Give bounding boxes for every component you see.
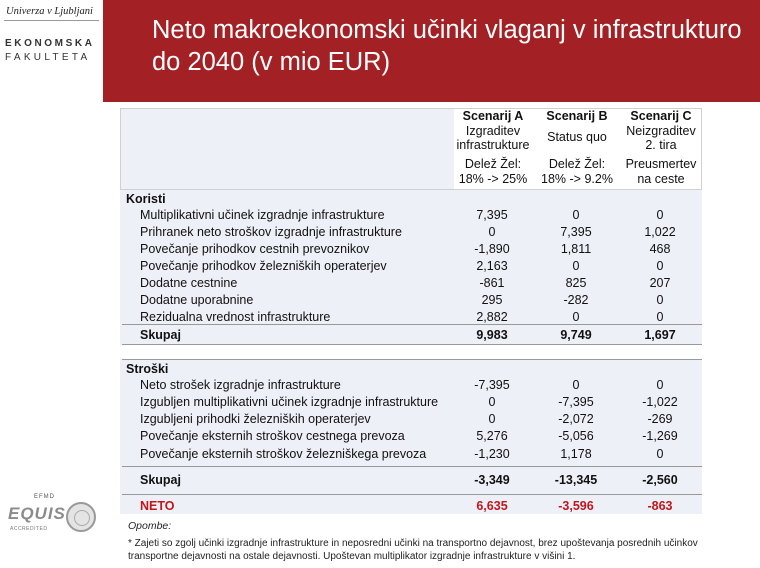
cost-value-b: -2,072 — [558, 412, 594, 426]
scenario-b-desc-1: Status quo — [547, 130, 607, 144]
costs-top-divider — [122, 359, 702, 360]
scenario-a-desc-2: infrastrukture — [456, 138, 530, 152]
university-name: Univerza v Ljubljani — [6, 6, 93, 17]
net-value-b: -3,596 — [558, 499, 594, 513]
cost-value-c: -1,022 — [642, 395, 678, 409]
cost-value-a: 0 — [488, 395, 496, 409]
cost-value-c: 0 — [656, 378, 664, 392]
benefits-title: Koristi — [126, 192, 166, 206]
benefits-total-b: 9,749 — [560, 328, 592, 342]
benefit-value-b: 7,395 — [560, 225, 592, 239]
logo-divider — [4, 20, 99, 21]
scenario-b-share-2: 18% -> 9.2% — [541, 172, 613, 186]
notes-label: Opombe: — [128, 520, 172, 532]
benefit-label: Dodatne uporabnine — [140, 293, 254, 307]
cost-label: Izgubljeni prihodki železniških operaterjev — [140, 412, 371, 426]
benefit-value-b: 0 — [572, 208, 580, 222]
costs-total-divider — [122, 466, 702, 467]
benefit-value-c: 468 — [649, 242, 671, 256]
costs-total-b: -13,345 — [554, 473, 598, 487]
cost-label: Povečanje eksternih stroškov železniškega prevoza — [140, 447, 427, 461]
cost-value-a: 5,276 — [476, 429, 508, 443]
cost-value-b: -7,395 — [558, 395, 594, 409]
benefits-total-a: 9,983 — [476, 328, 508, 342]
equis-label: EQUIS — [8, 504, 66, 523]
benefit-label: Dodatne cestnine — [140, 276, 238, 290]
benefit-value-c: 207 — [649, 276, 671, 290]
scenario-a-desc-1: Izgraditev — [465, 124, 521, 138]
benefit-value-b: 1,811 — [560, 242, 592, 256]
benefit-value-c: 0 — [656, 259, 664, 273]
costs-total-label: Skupaj — [140, 473, 181, 487]
benefit-value-c: 0 — [656, 293, 664, 307]
cost-value-b: 0 — [572, 378, 580, 392]
costs-total-c: -2,560 — [642, 473, 678, 487]
cost-label: Povečanje eksternih stroškov cestnega prevoza — [140, 429, 405, 443]
cost-label: Izgubljen multiplikativni učinek izgradnje infrastrukture — [140, 395, 439, 409]
scenario-b-share-1: Delež Žel: — [548, 157, 606, 171]
scenario-a-share-1: Delež Žel: — [464, 157, 522, 171]
scenario-a-name: Scenarij A — [462, 109, 524, 123]
costs-total-a: -3,349 — [474, 473, 510, 487]
scenario-c-desc-1: Neizgraditev — [626, 124, 696, 138]
net-value-a: 6,635 — [476, 499, 508, 513]
benefit-value-b: 0 — [572, 310, 580, 324]
benefit-value-a: 2,163 — [476, 259, 508, 273]
scenario-c-share-2: na ceste — [637, 172, 685, 186]
benefit-value-c: 0 — [656, 310, 664, 324]
benefit-value-b: -282 — [563, 293, 589, 307]
equis-accreditation-logo — [6, 494, 100, 540]
cost-value-a: -7,395 — [474, 378, 510, 392]
faculty-logo — [0, 0, 103, 102]
cost-label: Neto strošek izgradnje infrastrukture — [140, 378, 341, 392]
benefits-bottom-divider — [122, 344, 702, 345]
cost-value-b: 1,178 — [560, 447, 592, 461]
equis-accredited-label: ACCREDITED — [10, 526, 48, 532]
scenario-a-share-2: 18% -> 25% — [458, 172, 528, 186]
faculty-name-line1: EKONOMSKA — [5, 38, 95, 49]
cost-value-b: -5,056 — [558, 429, 594, 443]
faculty-name-line2: FAKULTETA — [5, 52, 91, 63]
benefit-value-c: 1,022 — [644, 225, 676, 239]
benefit-label: Prihranek neto stroškov izgradnje infrastrukture — [140, 225, 402, 239]
benefit-label: Multiplikativni učinek izgradnje infrastrukture — [140, 208, 385, 222]
cost-value-a: 0 — [488, 412, 496, 426]
benefit-value-a: -1,890 — [474, 242, 510, 256]
slide-title: Neto makroekonomski učinki vlaganj v infrastrukturo do 2040 (v mio EUR) — [152, 16, 742, 76]
net-divider — [122, 494, 702, 495]
benefits-total-c: 1,697 — [644, 328, 676, 342]
scenario-c-desc-2: 2. tira — [645, 138, 677, 152]
benefits-total-divider — [122, 324, 702, 325]
benefit-value-b: 825 — [565, 276, 587, 290]
benefit-label: Povečanje prihodkov železniških operaterjev — [140, 259, 387, 273]
scenario-c-share-1: Preusmertev — [625, 157, 697, 171]
cost-value-a: -1,230 — [474, 447, 510, 461]
costs-title: Stroški — [126, 362, 169, 376]
benefit-value-c: 0 — [656, 208, 664, 222]
benefit-value-a: 0 — [488, 225, 496, 239]
cost-value-c: -269 — [647, 412, 673, 426]
benefit-value-a: 2,882 — [476, 310, 508, 324]
scenario-b-name: Scenarij B — [546, 109, 608, 123]
header-blank — [121, 109, 454, 189]
benefit-value-b: 0 — [572, 259, 580, 273]
notes-text: * Zajeti so zgolj učinki izgradnje infrastrukture in neposredni učinki na transportno dejavnost, brez upoštevanja posrednih učinkov transportne dejavnosti na ostale dejavnosti. Upoštevan multiplikator izgradnje infrastrukture v višini 1. — [128, 538, 698, 562]
seal-icon — [66, 502, 96, 532]
benefit-label: Rezidualna vrednost infrastrukture — [140, 310, 331, 324]
cost-value-c: 0 — [656, 447, 664, 461]
benefits-total-label: Skupaj — [140, 328, 181, 342]
equis-efmd-label: EFMD — [34, 494, 55, 500]
benefit-value-a: 295 — [481, 293, 503, 307]
scenario-c-name: Scenarij C — [630, 109, 692, 123]
benefit-value-a: -861 — [479, 276, 505, 290]
cost-value-c: -1,269 — [642, 429, 678, 443]
net-label: NETO — [140, 499, 175, 513]
benefit-value-a: 7,395 — [476, 208, 508, 222]
benefit-label: Povečanje prihodkov cestnih prevoznikov — [140, 242, 370, 256]
net-value-c: -863 — [647, 499, 673, 513]
